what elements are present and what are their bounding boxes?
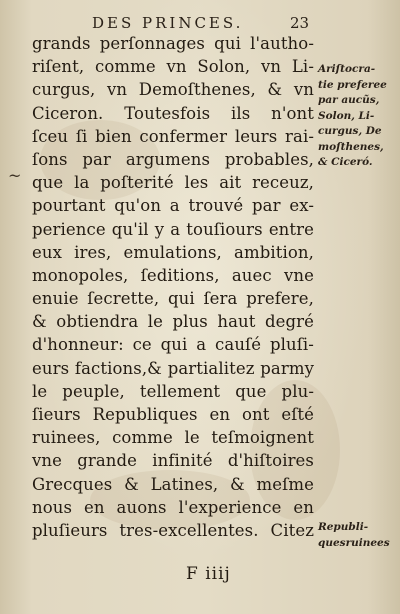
margin-note-line: tie preferee (318, 78, 387, 91)
margin-note-aristocracy (318, 62, 398, 171)
text-line: Grecques & Latines, & meſme (32, 474, 314, 494)
margin-note-line: quesruinees (318, 536, 390, 549)
margin-note-line: Solon, Li- (318, 109, 375, 122)
main-text-block (32, 32, 314, 542)
text-line: nous en auons l'experience en (32, 497, 314, 517)
text-line: enuie ſecrette, qui ſera prefere, (32, 289, 314, 309)
text-line: eux ires, emulations, ambition, (32, 242, 314, 262)
margin-note-line: curgus, De (318, 125, 382, 137)
text-line: pluſieurs tres-excellentes. Citez (32, 520, 314, 540)
text-line: pourtant qu'on a trouvé par ex- (32, 196, 314, 216)
page-number: 23 (290, 14, 310, 32)
text-line: eurs factions,& partialitez parmy (32, 358, 314, 378)
text-line: vne grande infinité d'hiſtoires (32, 451, 314, 471)
running-head: DES PRINCES. (92, 14, 244, 32)
text-line: ſceu ſi bien confermer leurs rai- (32, 126, 314, 146)
margin-note-line: Ariſtocra- (318, 63, 376, 75)
text-line: monopoles, ſeditions, auec vne (32, 265, 314, 285)
text-line: d'honneur: ce qui a cauſé pluſi- (32, 335, 314, 355)
text-line: & obtiendra le plus haut degré (32, 312, 314, 332)
margin-mark: ~ (8, 166, 22, 185)
text-line: riſent, comme vn Solon, vn Li- (32, 57, 314, 77)
signature-mark: F iiij (186, 564, 231, 584)
text-line: Ciceron. Toutesfois ils n'ont (32, 103, 314, 123)
margin-note-line: par aucũs, (318, 94, 380, 106)
margin-note-line: Republi- (318, 521, 369, 533)
text-line: le peuple, tellement que plu- (32, 381, 314, 401)
text-line: perience qu'il y a touſiours entre (32, 219, 314, 239)
text-line: ſieurs Republiques en ont eſté (32, 405, 314, 424)
margin-note-line: & Ciceró. (318, 156, 373, 168)
text-line: que la poſterité les ait receuz, (32, 173, 314, 193)
text-line: curgus, vn Demoſthenes, & vn (32, 80, 314, 100)
text-line: ruinees, comme le teſmoignent (32, 428, 314, 448)
margin-note-republics (318, 520, 398, 551)
text-line: ſons par argumens probables, (32, 149, 314, 169)
text-line: grands perſonnages qui l'autho- (32, 34, 314, 53)
margin-note-line: moſthenes, (318, 140, 384, 153)
